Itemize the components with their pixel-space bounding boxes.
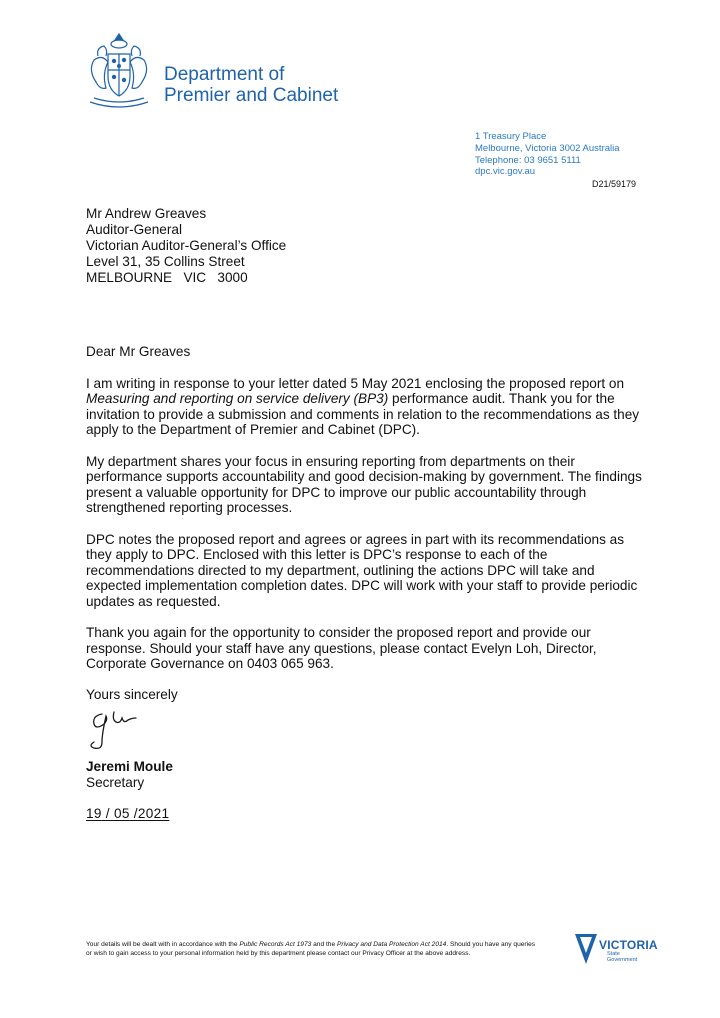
salutation: Dear Mr Greaves bbox=[86, 344, 191, 359]
footer-text-2: and the bbox=[311, 941, 337, 948]
report-title: Measuring and reporting on service delivery (BP3) bbox=[86, 391, 389, 407]
recipient-office: Victorian Auditor-General’s Office bbox=[86, 238, 287, 253]
footer-act-2: Privacy and Data Protection Act 2014 bbox=[336, 941, 447, 948]
signature-icon bbox=[88, 706, 158, 752]
state-label: State bbox=[607, 951, 620, 957]
contact-telephone: Telephone: 03 9651 5111 bbox=[475, 154, 581, 166]
recipient-street: Level 31, 35 Collins Street bbox=[86, 254, 245, 269]
signer-block bbox=[86, 759, 173, 791]
date-day: 19 bbox=[86, 806, 102, 821]
paragraph-2: My department shares your focus in ensuring reporting from departments on their performance supports accountability and good decision-making by government. The findings present a valuable opportunity for DPC to improve our public accountability through strengthened reporting processes. bbox=[86, 453, 642, 516]
footer-act-1: Public Records Act 1973 bbox=[239, 941, 312, 948]
state-government-label bbox=[607, 951, 637, 963]
department-name bbox=[164, 64, 338, 106]
signer-name: Jeremi Moule bbox=[86, 759, 173, 774]
paragraph-3: DPC notes the proposed report and agrees or agrees in part with its recommendations as they apply to DPC. Enclosed with this letter is DPC’s response to each of the recommendations directed to my department, outlining the actions DPC will take and expected implementation completion dates. DPC will work with your staff to provide periodic updates as requested. bbox=[86, 531, 638, 609]
footer-text-1: Your details will be dealt with in accordance with the bbox=[86, 941, 240, 948]
contact-block bbox=[475, 131, 620, 178]
contact-city-line: Melbourne, Victoria 3002 Australia bbox=[475, 142, 620, 154]
victoria-wordmark: VICTORIA bbox=[599, 938, 658, 952]
date-month: 05 bbox=[113, 806, 130, 821]
recipient-city: MELBOURNE VIC 3000 bbox=[86, 270, 248, 285]
paragraph-4: Thank you again for the opportunity to consider the proposed report and provide our response. Should your staff have any questions, please contact Evelyn Loh, Director, Corporate Governance on 0403 065 963. bbox=[86, 625, 597, 672]
closing: Yours sincerely bbox=[86, 687, 178, 703]
footer-text-3: . Should you have any queries or wish to gain access to your personal information held by this department please contact our Privacy Officer at the above address. bbox=[86, 941, 536, 957]
paragraph-1-start: I am writing in response to your letter dated 5 May 2021 enclosing the proposed report on bbox=[86, 375, 625, 391]
department-name-line-2: Premier and Cabinet bbox=[164, 85, 339, 106]
recipient-title: Auditor-General bbox=[86, 222, 182, 237]
date-year: 2021 bbox=[137, 806, 170, 821]
paragraph-1-end: performance audit. Thank you for the invitation to provide a submission and comments in relation to the recommendations as they apply to the Department of Premier and Cabinet (DPC). bbox=[86, 391, 640, 438]
reference-number: D21/59179 bbox=[591, 179, 636, 189]
contact-address-line: 1 Treasury Place bbox=[475, 131, 547, 142]
government-label: Government bbox=[607, 957, 638, 963]
signer-title: Secretary bbox=[86, 775, 145, 790]
recipient-address bbox=[86, 206, 286, 286]
recipient-name: Mr Andrew Greaves bbox=[86, 206, 207, 221]
coat-of-arms-icon bbox=[84, 30, 154, 114]
privacy-footer bbox=[86, 940, 536, 958]
paragraph-1 bbox=[86, 376, 646, 438]
letter-body bbox=[86, 344, 646, 719]
contact-website: dpc.vic.gov.au bbox=[475, 166, 536, 178]
department-name-line-1: Department of bbox=[164, 64, 285, 85]
signature-date: 19 / 05 /2021 bbox=[86, 806, 170, 821]
